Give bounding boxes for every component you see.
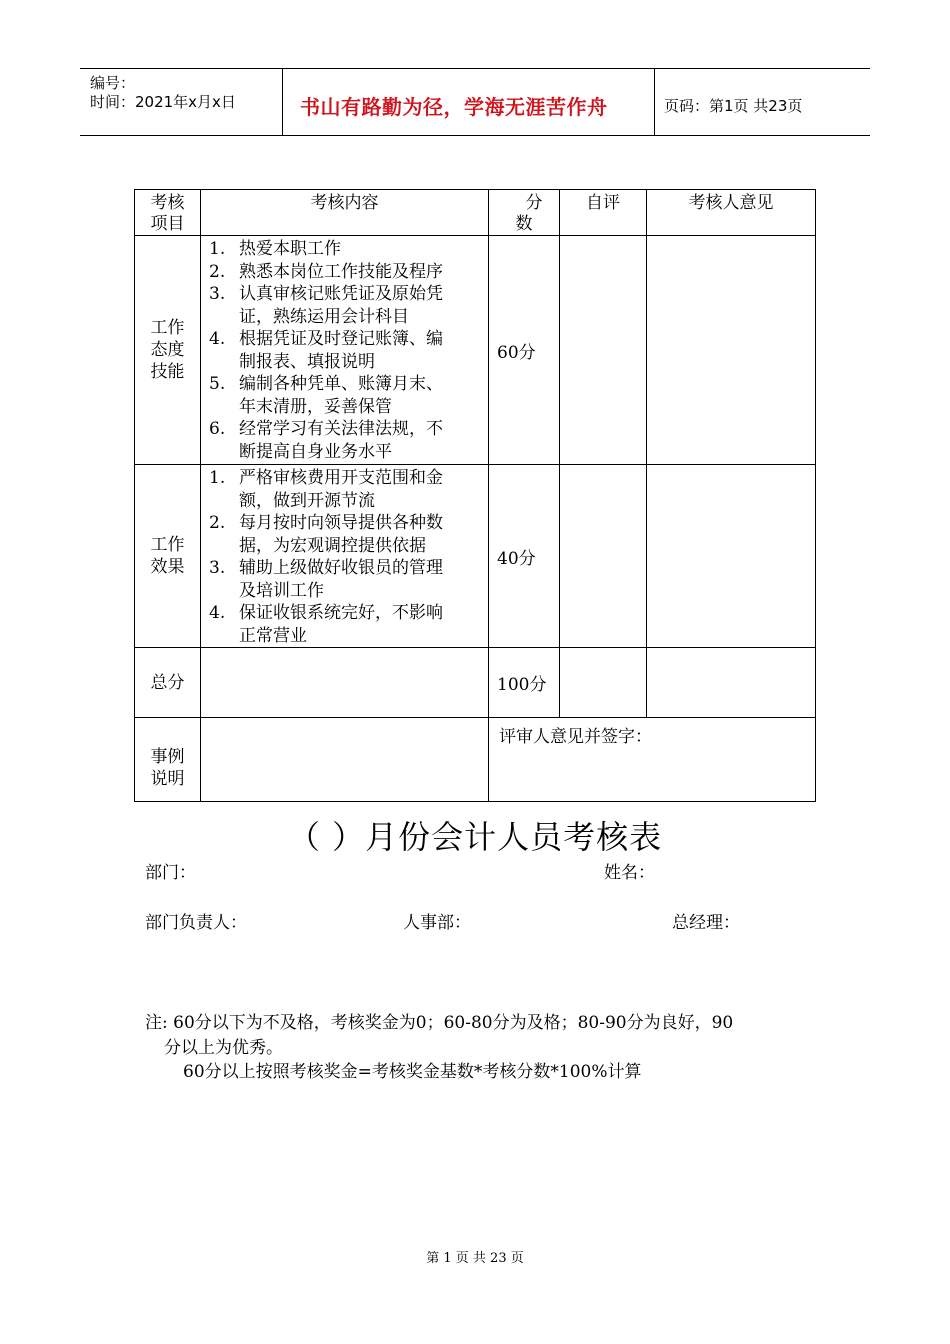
page-number-label: 页码：第1页 共23页	[664, 97, 803, 115]
reviewer-opinion-cell[interactable]	[647, 236, 816, 465]
list-item: 1. 热爱本职工作	[209, 239, 341, 259]
row-score: 60分	[489, 236, 560, 465]
header-divider	[282, 68, 283, 135]
row-item-effect: 工作 效果	[135, 465, 201, 648]
form-title: （ ）月份会计人员考核表	[287, 818, 663, 856]
list-item: 6. 经常学习有关法律法规，不 断提高自身业务水平	[209, 419, 443, 462]
header-item: 考核 项目	[135, 190, 201, 236]
table-row-total	[135, 648, 816, 718]
department-label: 部门：	[145, 863, 196, 883]
row-content	[201, 465, 489, 648]
reviewer-opinion-cell[interactable]	[647, 465, 816, 648]
self-eval-cell[interactable]	[560, 648, 647, 718]
total-label: 总分	[135, 648, 201, 718]
task-list	[209, 238, 482, 463]
total-content-cell	[201, 648, 489, 718]
self-eval-cell[interactable]	[560, 465, 647, 648]
total-score: 100分	[489, 648, 560, 718]
header-content: 考核内容	[201, 190, 489, 236]
list-item: 5. 编制各种凭单、账簿月末、 年末清册，妥善保管	[209, 374, 443, 417]
header-divider	[654, 68, 655, 135]
name-label: 姓名：	[604, 863, 655, 883]
reviewer-opinion-cell[interactable]	[647, 648, 816, 718]
row-item-attitude: 工作 态度 技能	[135, 236, 201, 465]
gm-label: 总经理：	[672, 913, 740, 933]
list-item: 4. 保证收银系统完好，不影响 正常营业	[209, 603, 443, 646]
example-content-cell[interactable]	[201, 718, 489, 802]
table-row	[135, 236, 816, 465]
table-row	[135, 465, 816, 648]
row-score: 40分	[489, 465, 560, 648]
self-eval-cell[interactable]	[560, 236, 647, 465]
assessment-table	[134, 189, 816, 802]
hr-label: 人事部：	[403, 913, 471, 933]
header-score: 分 数	[489, 190, 560, 236]
list-item: 1. 严格审核费用开支范围和金 额，做到开源节流	[209, 468, 443, 511]
list-item: 2. 每月按时向领导提供各种数 据，为宏观调控提供依据	[209, 513, 443, 556]
table-row-example	[135, 718, 816, 802]
header-self-eval: 自评	[560, 190, 647, 236]
note-line-3: 60分以上按照考核奖金=考核奖金基数*考核分数*100%计算	[183, 1062, 642, 1082]
serial-label: 编号：	[90, 74, 136, 92]
header-motto: 书山有路勤为径，学海无涯苦作舟	[300, 95, 608, 119]
reviewer-sign-cell[interactable]: 评审人意见并签字：	[489, 718, 816, 802]
time-label: 时间：2021年x月x日	[90, 93, 236, 111]
row-content	[201, 236, 489, 465]
header-top-border	[80, 68, 870, 69]
list-item: 3. 认真审核记账凭证及原始凭 证，熟练运用会计科目	[209, 284, 443, 327]
header-reviewer: 考核人意见	[647, 190, 816, 236]
header-bottom-border	[80, 135, 870, 136]
list-item: 3. 辅助上级做好收银员的管理 及培训工作	[209, 558, 443, 601]
list-item: 2. 熟悉本岗位工作技能及程序	[209, 261, 443, 282]
table-header-row	[135, 190, 816, 236]
list-item: 4. 根据凭证及时登记账簿、编 制报表、填报说明	[209, 329, 443, 372]
task-list	[209, 467, 482, 647]
example-label: 事例 说明	[135, 718, 201, 802]
page-footer: 第 1 页 共 23 页	[426, 1251, 524, 1266]
note-line-2: 分以上为优秀。	[164, 1038, 283, 1058]
note-line-1: 注: 60分以下为不及格，考核奖金为0；60-80分为及格；80-90分为良好，90	[145, 1013, 734, 1033]
dept-head-label: 部门负责人：	[145, 913, 247, 933]
